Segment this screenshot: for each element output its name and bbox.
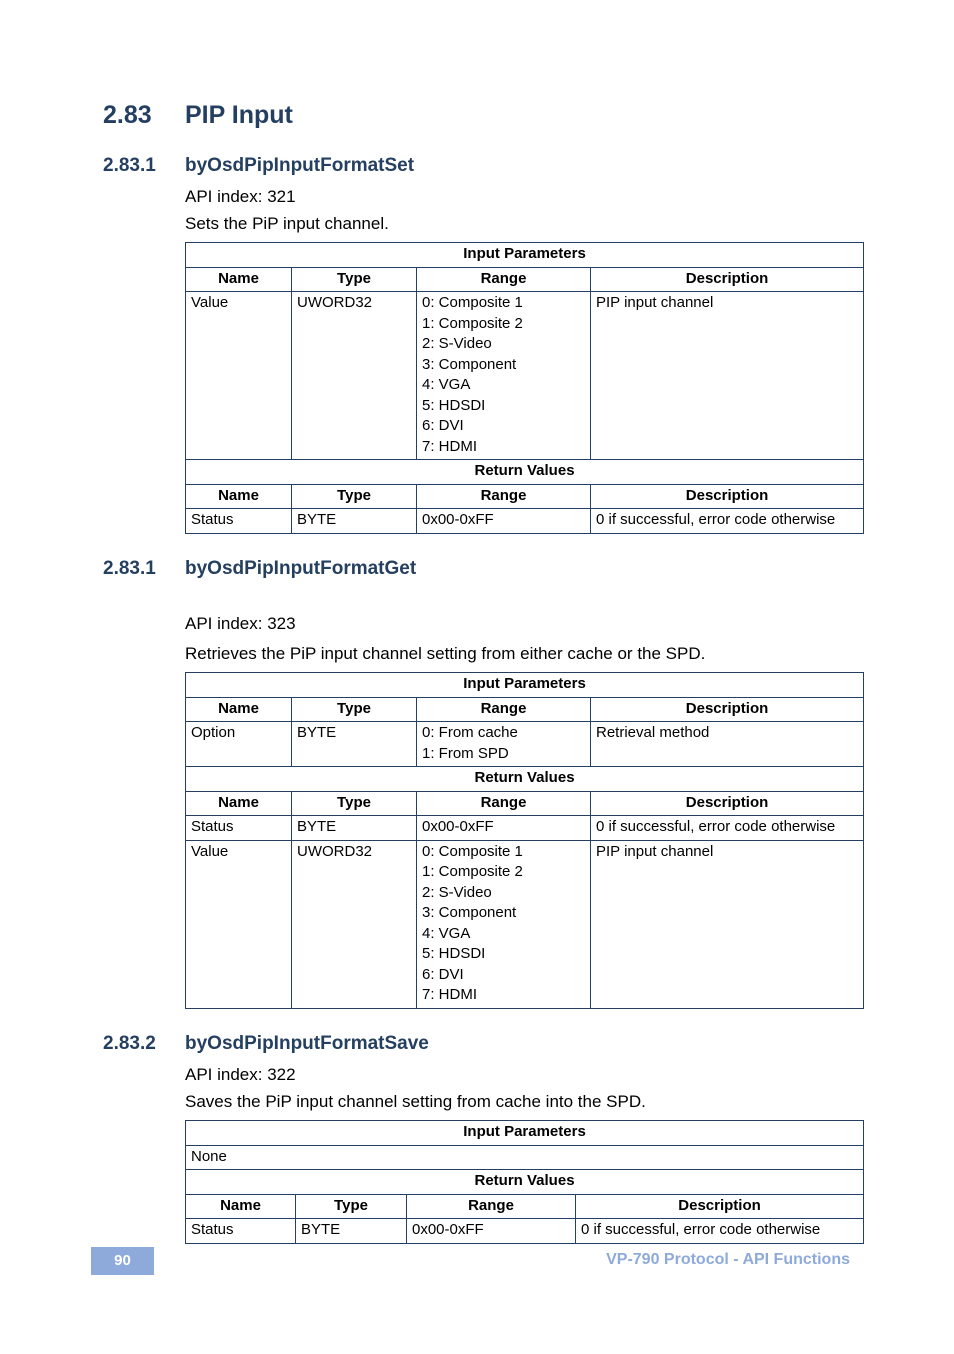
- section-heading: [103, 101, 293, 130]
- range-value: 0: Composite 1: [422, 294, 523, 311]
- column-header: Type: [296, 1194, 407, 1219]
- subsection-title: byOsdPipInputFormatGet: [185, 558, 417, 579]
- table-row: [186, 722, 864, 767]
- return-range: 0x00-0xFF: [407, 1219, 576, 1244]
- return-range: [417, 840, 591, 1008]
- return-type: BYTE: [296, 1219, 407, 1244]
- table-row: [186, 1219, 864, 1244]
- section-number: 2.83: [103, 101, 152, 129]
- table-row: [186, 509, 864, 534]
- table-row: [186, 840, 864, 1008]
- table-section-header: Return Values: [186, 460, 864, 485]
- table-row: [186, 816, 864, 841]
- table-section-header: Input Parameters: [186, 1121, 864, 1146]
- range-value: 1: Composite 2: [422, 863, 523, 880]
- function-description: Retrieves the PiP input channel setting from either cache or the SPD.: [185, 644, 706, 663]
- return-description: PIP input channel: [591, 840, 864, 1008]
- subsection-title: byOsdPipInputFormatSave: [185, 1033, 429, 1054]
- input-none: None: [186, 1145, 864, 1170]
- table-row: [186, 292, 864, 460]
- subsection-heading: [103, 558, 416, 580]
- param-description: Retrieval method: [591, 722, 864, 767]
- column-header: Range: [417, 791, 591, 816]
- range-value: 6: DVI: [422, 417, 464, 434]
- range-value: 1: Composite 2: [422, 314, 523, 332]
- column-header: Name: [186, 791, 292, 816]
- parameters-table: [185, 242, 864, 534]
- column-header: Range: [417, 484, 591, 509]
- range-value: 5: HDSDI: [422, 945, 486, 962]
- parameters-table: [185, 1120, 864, 1244]
- param-name: Option: [186, 722, 292, 767]
- api-index: API index: 321: [185, 187, 296, 206]
- range-value: 6: DVI: [422, 965, 464, 983]
- column-header: Type: [292, 484, 417, 509]
- table-section-header: Input Parameters: [186, 243, 864, 268]
- footer-title: VP-790 Protocol - API Functions: [606, 1251, 850, 1268]
- column-header: Description: [591, 697, 864, 722]
- table-section-header: Return Values: [186, 767, 864, 792]
- column-header: Type: [292, 267, 417, 292]
- column-header: Range: [407, 1194, 576, 1219]
- return-name: Value: [186, 840, 292, 1008]
- table-section-header: Input Parameters: [186, 673, 864, 698]
- param-name: Value: [186, 292, 292, 460]
- param-range: [417, 722, 591, 767]
- param-type: UWORD32: [292, 292, 417, 460]
- return-name: Status: [186, 509, 292, 534]
- subsection-title: byOsdPipInputFormatSet: [185, 155, 415, 176]
- parameters-table: [185, 672, 864, 1009]
- return-description: 0 if successful, error code otherwise: [591, 509, 864, 534]
- range-value: 1: From SPD: [422, 744, 509, 762]
- subsection-number: 2.83.1: [103, 558, 156, 579]
- api-index: API index: 322: [185, 1065, 296, 1084]
- param-range: [417, 292, 591, 460]
- range-value: 4: VGA: [422, 924, 471, 942]
- subsection-number: 2.83.2: [103, 1033, 156, 1054]
- range-value: 3: Component: [422, 904, 517, 921]
- param-description: PIP input channel: [591, 292, 864, 460]
- return-description: 0 if successful, error code otherwise: [576, 1219, 864, 1244]
- column-header: Description: [591, 267, 864, 292]
- return-name: Status: [186, 816, 292, 841]
- range-value: 5: HDSDI: [422, 396, 486, 414]
- range-value: 0: From cache: [422, 724, 518, 741]
- column-header: Range: [417, 267, 591, 292]
- return-range: 0x00-0xFF: [417, 509, 591, 534]
- column-header: Name: [186, 697, 292, 722]
- function-description: Saves the PiP input channel setting from cache into the SPD.: [185, 1092, 646, 1111]
- range-value: 3: Component: [422, 355, 517, 373]
- subsection-heading: [103, 155, 414, 177]
- return-name: Status: [186, 1219, 296, 1244]
- column-header: Name: [186, 484, 292, 509]
- column-header: Description: [591, 484, 864, 509]
- param-type: BYTE: [292, 722, 417, 767]
- range-value: 7: HDMI: [422, 437, 478, 455]
- column-header: Type: [292, 697, 417, 722]
- return-range: 0x00-0xFF: [417, 816, 591, 841]
- return-description: 0 if successful, error code otherwise: [591, 816, 864, 841]
- range-value: 7: HDMI: [422, 986, 478, 1003]
- page-number: 90: [91, 1247, 154, 1275]
- column-header: Name: [186, 1194, 296, 1219]
- return-type: BYTE: [292, 816, 417, 841]
- section-title: PIP Input: [185, 101, 293, 129]
- column-header: Range: [417, 697, 591, 722]
- range-value: 4: VGA: [422, 376, 471, 393]
- range-value: 0: Composite 1: [422, 842, 523, 860]
- column-header: Description: [591, 791, 864, 816]
- column-header: Description: [576, 1194, 864, 1219]
- api-index: API index: 323: [185, 614, 296, 633]
- subsection-heading: [103, 1033, 429, 1055]
- function-description: Sets the PiP input channel.: [185, 214, 389, 233]
- column-header: Type: [292, 791, 417, 816]
- table-section-header: Return Values: [186, 1170, 864, 1195]
- column-header: Name: [186, 267, 292, 292]
- range-value: 2: S-Video: [422, 335, 492, 352]
- range-value: 2: S-Video: [422, 883, 492, 901]
- subsection-number: 2.83.1: [103, 155, 156, 176]
- return-type: UWORD32: [292, 840, 417, 1008]
- return-type: BYTE: [292, 509, 417, 534]
